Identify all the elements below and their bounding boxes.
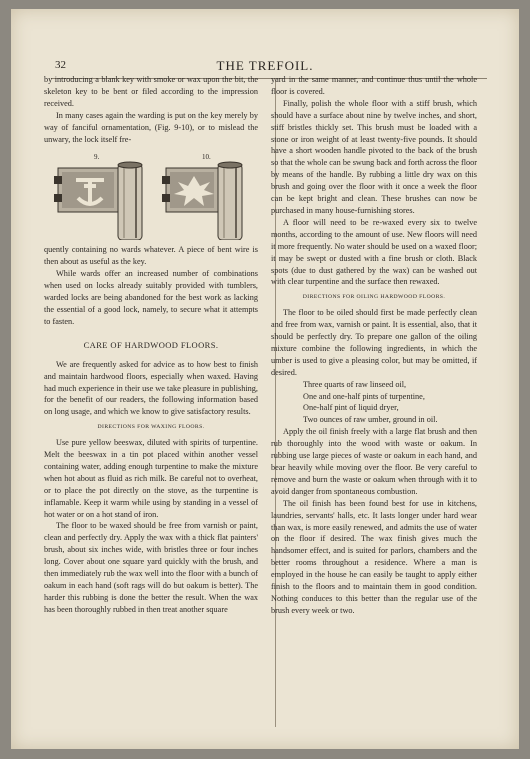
left-paragraph-5: We are frequently asked for advice as to how best to finish and maintain hardwood floors, especially when waxed. Having had much experience in their use we take pleasure in publishing, for the benefit of our readers, the following information based on long usage, and which we know to give satisfactory results. bbox=[44, 359, 258, 417]
left-paragraph-3: quently containing no wards whatever. A piece of bent wire is then about as useful as the key. bbox=[44, 245, 258, 267]
left-column bbox=[44, 74, 258, 616]
oiling-subheading: DIRECTIONS FOR OILING HARDWOOD FLOORS. bbox=[302, 294, 446, 301]
figures-9-10 bbox=[44, 150, 258, 240]
right-paragraph-6: The oil finish has been found best for use in kitchens, laundries, servants' halls, etc. It lasts longer under hard wear than wax, is more easily renewed, and admits the use of water on the floor if desired. The wax finish gives much the handsomer effect, and is suited for parlors, chambers and the better rooms throughout a residence. Where a man is employed in the house he can easily be taught to apply either finish to the floors and to maintain them in good condition. Nothing conduces to this better than the regular use of the brush every week or two. bbox=[271, 498, 477, 615]
figure-10-key-shank bbox=[218, 162, 242, 240]
section-heading: CARE OF HARDWOOD FLOORS. bbox=[83, 339, 219, 350]
left-paragraph-2: In many cases again the warding is put on the key merely by way of fanciful ornamentation, (Fig. 9-10), or to mislead the unwary, the lock itself fre- bbox=[44, 110, 258, 144]
ingredient-line: Three quarts of raw linseed oil, bbox=[303, 379, 407, 389]
figure-10-key-bit bbox=[162, 168, 222, 212]
right-paragraph-2: Finally, polish the whole floor with a stiff brush, which should have a surface about nine by twelve inches, and short, stiff bristles thickly set. This brush must be loaded with a stone or iron weight of at least twenty-five pounds. It should have a short wooden handle pivoted to the back of the brush so that the whole can be swung back and forth across the floor by means of the handle. By rubbing a little dry wax on this brush and going over the floor with it once a week the floor can be kept bright and clean. These brushes can now be purchased in many house-furnishing stores. bbox=[271, 98, 477, 215]
figure-9-key-bit bbox=[54, 168, 122, 212]
right-paragraph-1: yard in the same manner, and continue thus until the whole floor is covered. bbox=[271, 75, 477, 96]
left-paragraph-1: by introducing a blank key with smoke or wax upon the bit, the skeleton key to be bent or filed according to the impression received. bbox=[44, 75, 258, 108]
ingredient-line: Two ounces of raw umber, ground in oil. bbox=[303, 415, 438, 425]
right-column bbox=[271, 74, 477, 617]
right-paragraph-4: The floor to be oiled should first be made perfectly clean and free from wax, varnish or paint. It is essential, also, that it should be perfectly dry. To prepare one gallon of the oiling mixture combine the following ingredients, in which the umber is used to give a pleasing color, but may be omitted, if desired. bbox=[271, 308, 477, 377]
figure-9-label: 9. bbox=[94, 153, 100, 162]
key-ward-illustration bbox=[54, 150, 250, 240]
left-paragraph-6: Use pure yellow beeswax, diluted with spirits of turpentine. Melt the beeswax in a tin pot placed within another vessel containing water, adding enough turpentine to make the mixture when hot about as fluid as rich milk. Be careful not to overheat, or to place the pot directly on the stove, as the turpentine is inflamable. Keep it warm while using by standing in a vessel of hot water or on a hot stand of iron. bbox=[44, 438, 258, 519]
waxing-subheading: DIRECTIONS FOR WAXING FLOORS. bbox=[97, 424, 205, 431]
ingredient-line: One and one-half pints of turpentine, bbox=[303, 391, 425, 401]
left-paragraph-4: While wards offer an increased number of combinations when used on locks already suitably provided with tumblers, warded locks are being abandoned for the best work as lacking the essential of a good lock, namely, to secure what it attempts to fasten. bbox=[44, 269, 258, 326]
running-title: THE TREFOIL. bbox=[216, 58, 314, 73]
page-number: 32 bbox=[55, 59, 66, 71]
ingredient-line: One-half pint of liquid dryer, bbox=[303, 403, 399, 413]
figure-9-key-shank bbox=[118, 162, 142, 240]
left-paragraph-7: The floor to be waxed should be free from varnish or paint, clean and perfectly dry. Apply the wax with a thick flat painters' brush, about six inches wide, with bristles three or four inches long. Cover about one square yard quickly with the brush, and then immediately rub the wax well into the floor with a bunch of oakum in each hand (soft rags will do but oakum is better). The harder this rubbing is done the better the result. When the wax has been thoroughly rubbed in then treat another square bbox=[44, 521, 258, 614]
right-paragraph-5: Apply the oil finish freely with a large flat brush and then rub thoroughly into the wood with waste or oakum. In rubbing use large pieces of waste or oakum in each hand, and bear heavily while moving over the floor. Be very careful to remove and burn the waste or oakum when through with it to avoid danger from spontaneous combustion. bbox=[271, 427, 477, 496]
right-paragraph-3: A floor will need to be re-waxed every six to twelve months, according to the amount of use. New floors will need it more frequently. No water should be used on a waxed floor; it may be swept or dusted with a fine brush or cloth. Black spots (due to dust gathered by the wax) can be washed out with clear turpentine and the surface then rewaxed. bbox=[271, 217, 477, 287]
figure-10-label: 10. bbox=[202, 153, 211, 162]
